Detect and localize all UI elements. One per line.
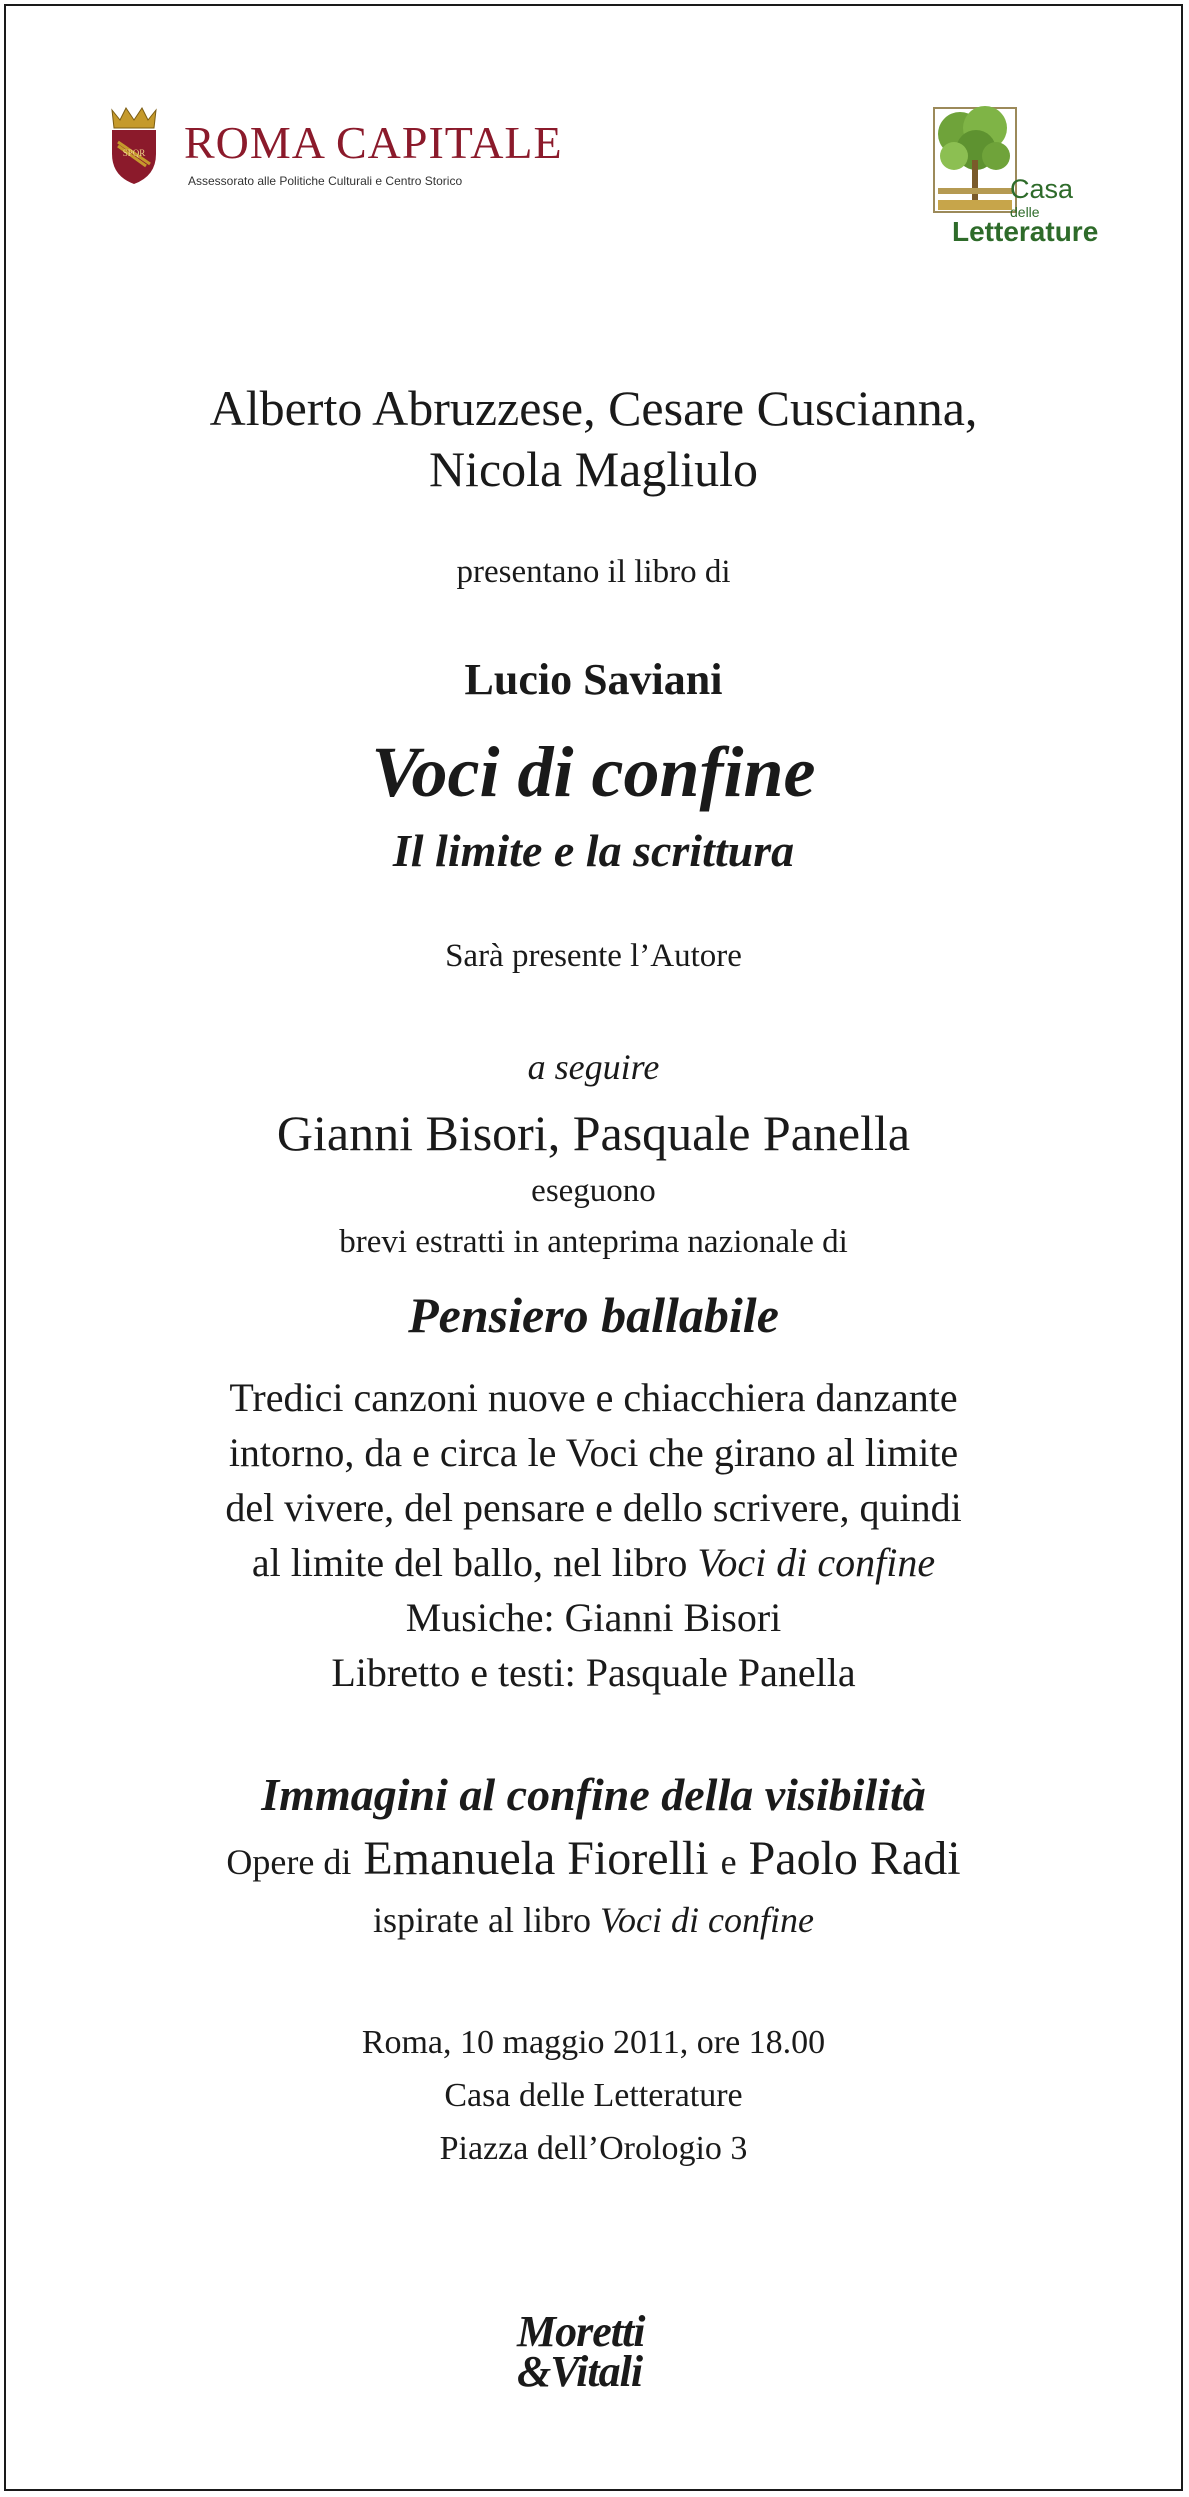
presenters <box>6 378 1181 500</box>
description-line-2: intorno, da e circa le Voci che girano al limite <box>228 1430 959 1475</box>
performers: Gianni Bisori, Pasquale Panella <box>276 1105 911 1161</box>
artist-1: Emanuela Fiorelli <box>363 1832 709 1885</box>
opere-di-text: Opere di <box>226 1842 352 1882</box>
event-details <box>6 2016 1181 2175</box>
ispirate-text <box>6 1899 1181 1941</box>
exhibition-title: Immagini al confine della visibilità <box>261 1769 926 1820</box>
book-author: Lucio Saviani <box>464 655 723 704</box>
ispirate-book: Voci di confine <box>599 1900 814 1940</box>
event-date: Roma, 10 maggio 2011, ore 18.00 <box>361 2024 826 2061</box>
music-credit: Musiche: Gianni Bisori <box>405 1595 782 1640</box>
description-line-1: Tredici canzoni nuove e chiacchiera danzante <box>229 1375 958 1420</box>
publisher-line-2: &Vitali <box>517 2347 643 2396</box>
author-present-note: Sarà presente l’Autore <box>445 938 742 974</box>
crest-text: SPQR <box>122 148 146 158</box>
brevi-estratti-text: brevi estratti in anteprima nazionale di <box>339 1224 848 1260</box>
show-title: Pensiero ballabile <box>408 1287 779 1343</box>
casa-delle-letterature-logo <box>924 104 1099 254</box>
artists-conjunction: e <box>720 1842 737 1882</box>
book-title: Voci di confine <box>371 732 816 812</box>
invitation-page <box>4 4 1183 2491</box>
roma-capitale-logo <box>104 106 584 196</box>
event-address: Piazza dell’Orologio 3 <box>439 2130 748 2167</box>
presentano-text: presentano il libro di <box>456 554 731 590</box>
description-line-4-book: Voci di confine <box>697 1540 936 1585</box>
delle-word: delle <box>1010 204 1040 220</box>
publisher-logo <box>511 2306 691 2406</box>
event-venue: Casa delle Letterature <box>444 2077 743 2114</box>
presenters-line-1: Alberto Abruzzese, Cesare Cuscianna, <box>209 380 978 436</box>
eseguono-text: eseguono <box>531 1173 656 1209</box>
a-seguire-text: a seguire <box>527 1047 660 1087</box>
description-line-4 <box>6 1535 1181 1590</box>
publisher-line-1: Moretti <box>517 2307 645 2356</box>
presenters-line-2: Nicola Magliulo <box>428 441 759 497</box>
casa-word: Casa <box>1010 174 1074 204</box>
libretto-credit: Libretto e testi: Pasquale Panella <box>331 1650 856 1695</box>
tree-icon <box>930 104 1020 216</box>
description-line-3: del vivere, del pensare e dello scrivere, quindi <box>225 1485 962 1530</box>
roma-capitale-title: ROMA CAPITALE <box>184 117 563 168</box>
ispirate-prefix: ispirate al libro <box>373 1900 600 1940</box>
letterature-word: Letterature <box>952 216 1099 247</box>
book-subtitle: Il limite e la scrittura <box>392 825 795 876</box>
show-description <box>6 1370 1181 1700</box>
exhibition-artists <box>6 1831 1181 1886</box>
description-line-4-text: al limite del ballo, nel libro <box>251 1540 698 1585</box>
roma-capitale-subtitle: Assessorato alle Politiche Culturali e Centro Storico <box>188 174 463 188</box>
artist-2: Paolo Radi <box>748 1832 961 1885</box>
roma-crest-icon <box>104 106 164 186</box>
